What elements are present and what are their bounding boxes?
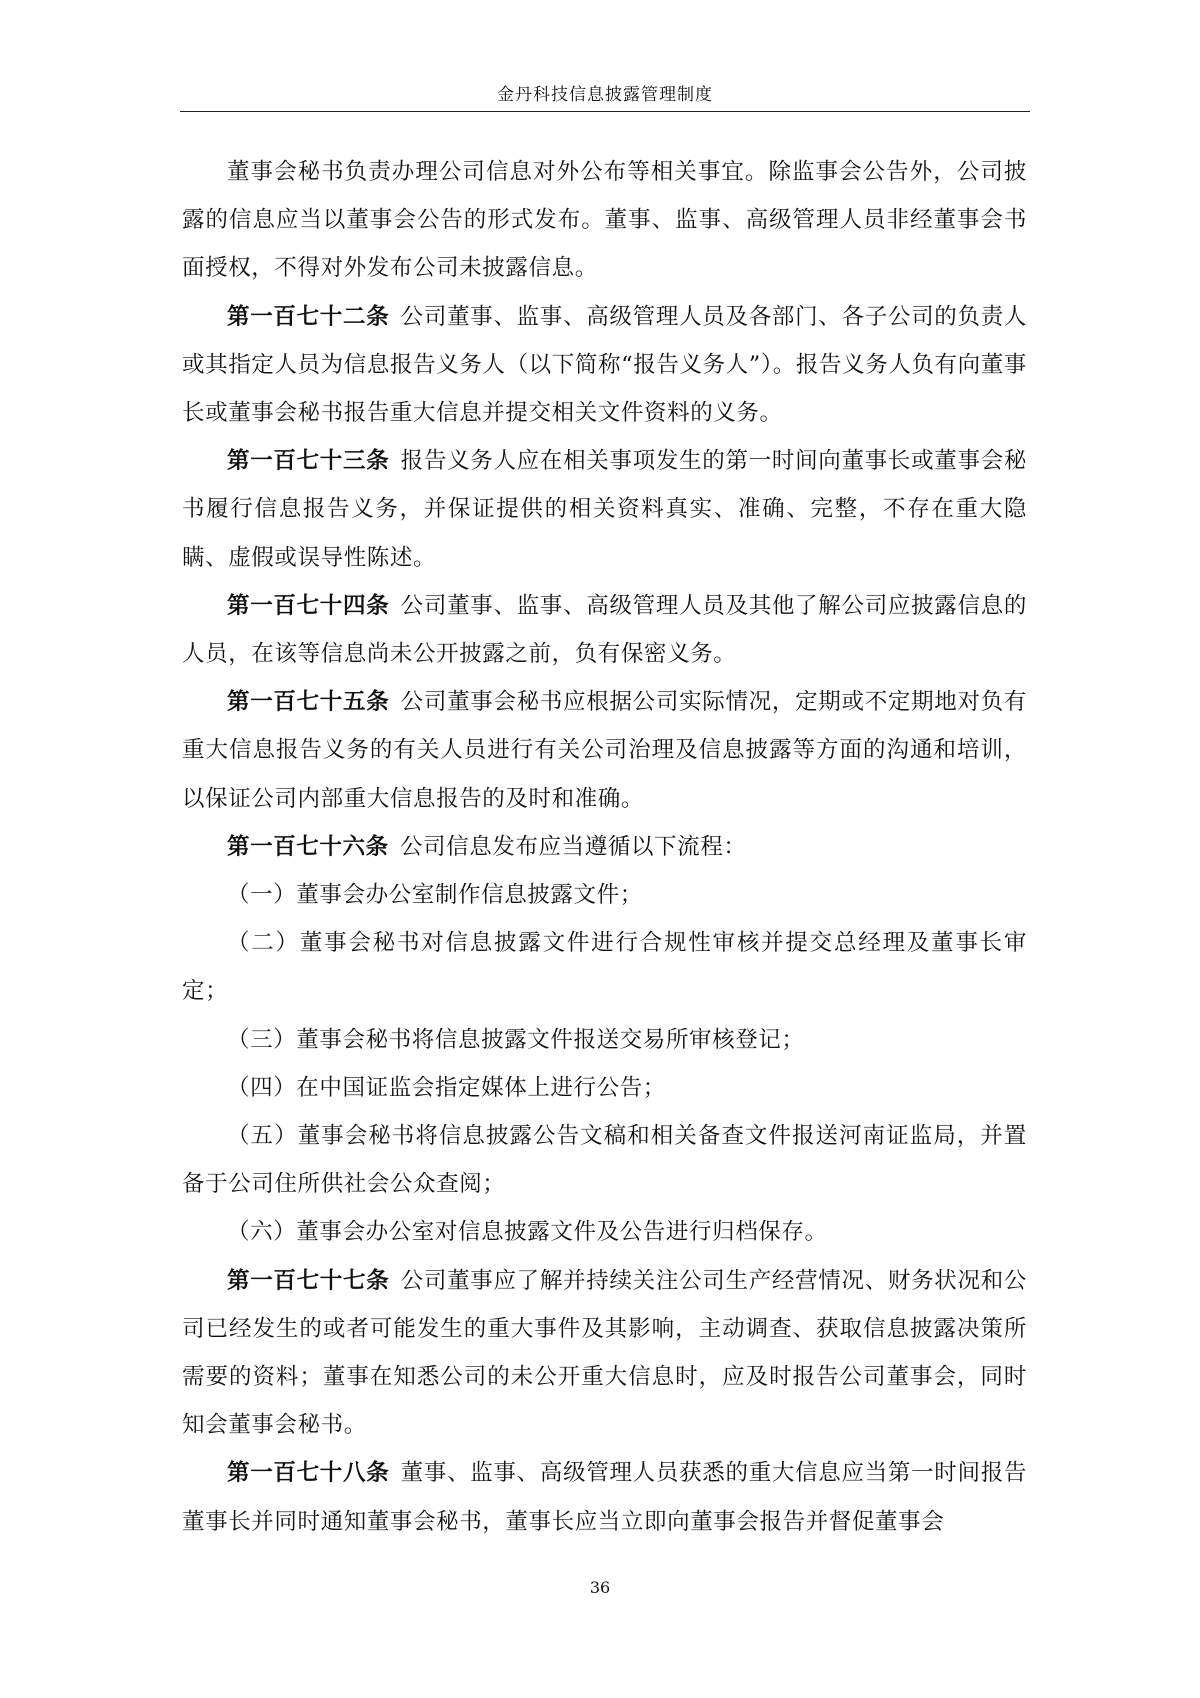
list-item [182,1016,1027,1064]
paragraph [182,148,1027,293]
header-divider [180,111,1030,112]
document-body [182,148,1027,1546]
paragraph-text: 公司董事、监事、高级管理人员及其他了解公司应披露信息的人员，在该等信息尚未公开披露之前，负有保密义务。 [182,592,1028,668]
paragraph [182,437,1027,582]
list-item-text: （四）在中国证监会指定媒体上进行公告； [227,1074,666,1101]
article-number: 第一百七十二条 [227,303,390,330]
paragraph [182,293,1027,438]
list-item-text: （五）董事会秘书将信息披露公告文稿和相关备查文件报送河南证监局，并置备于公司住所供社会公众查阅； [182,1123,1027,1198]
article-number: 第一百七十五条 [227,689,390,716]
page-number: 36 [589,1578,611,1597]
list-item [182,871,1027,919]
article-number: 第一百七十七条 [227,1267,390,1294]
list-item [182,1112,1027,1208]
paragraph-text: 董事会秘书负责办理公司信息对外公布等相关事宜。除监事会公告外，公司披露的信息应当以董事会公告的形式发布。董事、监事、高级管理人员非经董事会书面授权，不得对外发布公司未披露信息。 [182,159,1027,282]
running-header: 金丹科技信息披露管理制度 [497,85,713,105]
paragraph [182,823,1027,871]
paragraph-text: 公司董事、监事、高级管理人员及各部门、各子公司的负责人或其指定人员为信息报告义务人（以下简称“报告义务人”）。报告义务人负有向董事长或董事会秘书报告重大信息并提交相关文件资料的义务。 [182,303,1028,427]
paragraph-text: 报告义务人应在相关事项发生的第一时间向董事长或董事会秘书履行信息报告义务，并保证提供的相关资料真实、准确、完整，不存在重大隐瞒、虚假或误导性陈述。 [182,448,1028,571]
article-number: 第一百七十六条 [227,833,389,860]
paragraph-text: 公司董事会秘书应根据公司实际情况，定期或不定期地对负有重大信息报告义务的有关人员进行有关公司治理及信息披露等方面的沟通和培训，以保证公司内部重大信息报告的及时和准确。 [182,689,1028,812]
paragraph-text: 公司信息发布应当遵循以下流程： [399,833,747,860]
list-item-text: （一）董事会办公室制作信息披露文件； [227,882,643,909]
list-item-text: （二）董事会秘书对信息披露文件进行合规性审核并提交总经理及董事长审定； [182,930,1027,1005]
paragraph-text: 公司董事应了解并持续关注公司生产经营情况、财务状况和公司已经发生的或者可能发生的重大事件及其影响，主动调查、获取信息披露决策所需要的资料；董事在知悉公司的未公开重大信息时，应及时报告公司董事会，同时知会董事会秘书。 [182,1267,1028,1439]
list-item [182,919,1027,1015]
paragraph [182,582,1027,678]
article-number: 第一百七十三条 [227,448,390,475]
paragraph [182,1257,1027,1450]
article-number: 第一百七十八条 [227,1460,390,1487]
article-number: 第一百七十四条 [227,592,390,619]
list-item [182,1208,1027,1256]
list-item-text: （三）董事会秘书将信息披露文件报送交易所审核登记； [227,1026,805,1053]
paragraph [182,1449,1027,1545]
paragraph-text: 董事、监事、高级管理人员获悉的重大信息应当第一时间报告董事长并同时通知董事会秘书，董事长应当立即向董事会报告并督促董事会 [182,1460,1028,1535]
list-item-text: （六）董事会办公室对信息披露文件及公告进行归档保存。 [227,1219,828,1246]
paragraph [182,678,1027,823]
list-item [182,1064,1027,1112]
